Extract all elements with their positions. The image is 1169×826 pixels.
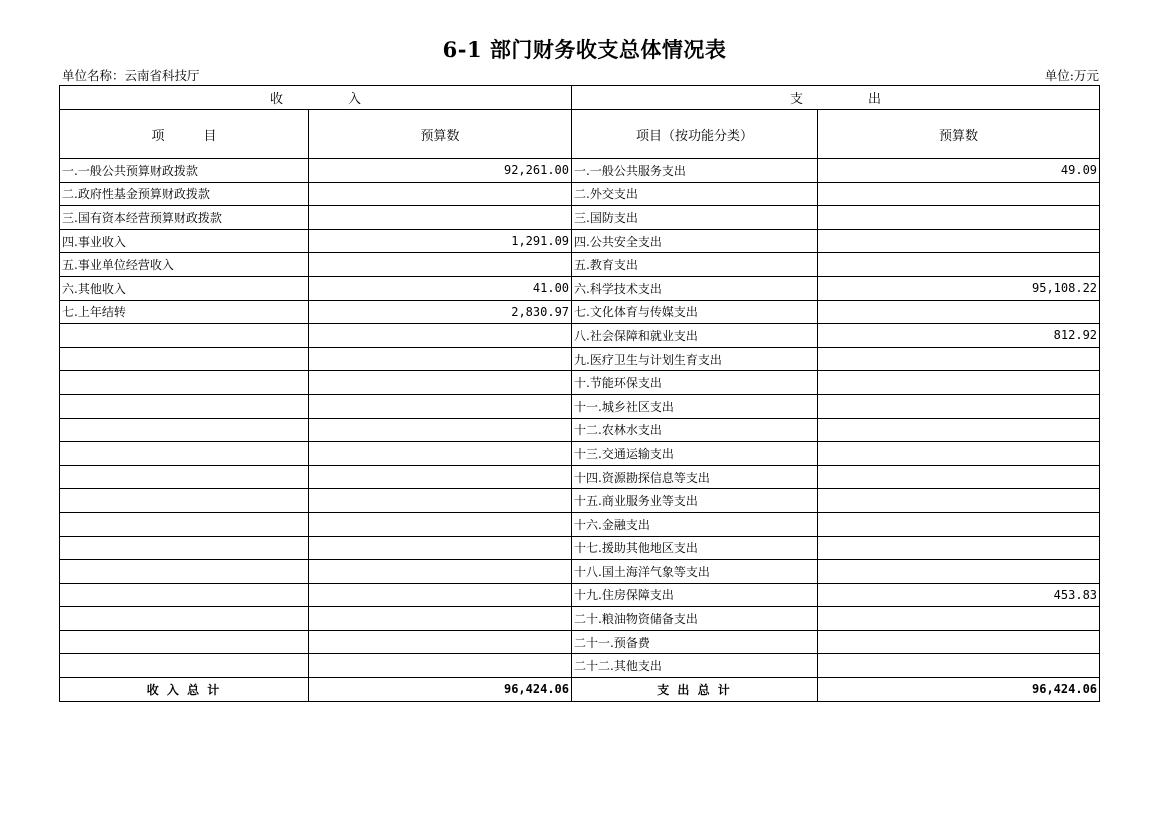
expense-amount-cell: [818, 536, 1100, 560]
income-amount-cell: [309, 206, 572, 230]
income-item-cell: [60, 654, 309, 678]
page-title: 6-1 部门财务收支总体情况表: [442, 37, 727, 62]
income-item-cell: [60, 371, 309, 395]
income-amount-cell: [309, 536, 572, 560]
expense-item-header: 项目（按功能分类）: [572, 110, 818, 159]
income-item-cell: [60, 442, 309, 466]
income-amount-cell: [309, 630, 572, 654]
income-item-cell: [60, 394, 309, 418]
income-budget-header: 预算数: [309, 110, 572, 159]
expense-item-cell: 二十.粮油物资储备支出: [572, 607, 818, 631]
income-item-cell: [60, 583, 309, 607]
income-amount-cell: [309, 394, 572, 418]
income-total-label: 收 入 总 计: [60, 678, 309, 702]
unit-label: 单位:万元: [1044, 68, 1099, 83]
expense-amount-cell: 453.83: [818, 583, 1100, 607]
table-row: [60, 229, 1100, 253]
table-row: [60, 418, 1100, 442]
total-row: [60, 678, 1100, 702]
expense-amount-cell: [818, 206, 1100, 230]
income-amount-cell: [309, 607, 572, 631]
income-item-cell: 二.政府性基金预算财政拨款: [60, 182, 309, 206]
table-row: [60, 394, 1100, 418]
expense-item-cell: 二十二.其他支出: [572, 654, 818, 678]
income-amount-cell: [309, 324, 572, 348]
income-amount-cell: [309, 465, 572, 489]
expense-item-cell: 十四.资源勘探信息等支出: [572, 465, 818, 489]
income-amount-cell: [309, 182, 572, 206]
expense-amount-cell: 95,108.22: [818, 276, 1100, 300]
expense-amount-cell: [818, 371, 1100, 395]
expense-item-cell: 九.医疗卫生与计划生育支出: [572, 347, 818, 371]
expense-budget-header: 预算数: [818, 110, 1100, 159]
income-item-cell: [60, 560, 309, 584]
expense-section-header: 支 出: [572, 86, 1100, 110]
expense-amount-cell: [818, 512, 1100, 536]
expense-amount-cell: [818, 394, 1100, 418]
income-item-cell: [60, 607, 309, 631]
income-amount-cell: [309, 489, 572, 513]
income-amount-cell: [309, 371, 572, 395]
expense-amount-cell: [818, 182, 1100, 206]
expense-amount-cell: [818, 607, 1100, 631]
table-row: [60, 489, 1100, 513]
income-amount-cell: [309, 418, 572, 442]
expense-item-cell: 四.公共安全支出: [572, 229, 818, 253]
income-item-cell: [60, 324, 309, 348]
table-row: [60, 182, 1100, 206]
expense-item-cell: 十二.农林水支出: [572, 418, 818, 442]
expense-amount-cell: [818, 300, 1100, 324]
table-row: [60, 583, 1100, 607]
expense-item-cell: 十.节能环保支出: [572, 371, 818, 395]
income-amount-cell: [309, 512, 572, 536]
expense-item-cell: 五.教育支出: [572, 253, 818, 277]
income-item-cell: [60, 489, 309, 513]
income-item-cell: [60, 418, 309, 442]
expense-item-cell: 十五.商业服务业等支出: [572, 489, 818, 513]
table-row: [60, 607, 1100, 631]
table-row: [60, 512, 1100, 536]
income-item-cell: [60, 630, 309, 654]
expense-total-label: 支 出 总 计: [572, 678, 818, 702]
expense-item-cell: 七.文化体育与传媒支出: [572, 300, 818, 324]
table-row: [60, 654, 1100, 678]
table-row: [60, 536, 1100, 560]
table-row: [60, 442, 1100, 466]
income-amount-cell: [309, 253, 572, 277]
income-item-cell: 四.事业收入: [60, 229, 309, 253]
table-row: [60, 630, 1100, 654]
expense-item-cell: 一.一般公共服务支出: [572, 159, 818, 183]
expense-amount-cell: [818, 418, 1100, 442]
table-row: [60, 371, 1100, 395]
expense-amount-cell: [818, 253, 1100, 277]
income-item-cell: [60, 536, 309, 560]
income-item-cell: 一.一般公共预算财政拨款: [60, 159, 309, 183]
income-total-amount: 96,424.06: [309, 678, 572, 702]
expense-amount-cell: [818, 560, 1100, 584]
table-row: [60, 253, 1100, 277]
finance-table: [59, 85, 1100, 702]
income-item-cell: [60, 347, 309, 371]
header-row-columns: [60, 110, 1100, 159]
income-item-cell: 七.上年结转: [60, 300, 309, 324]
expense-amount-cell: [818, 465, 1100, 489]
expense-item-cell: 十六.金融支出: [572, 512, 818, 536]
income-item-cell: [60, 465, 309, 489]
expense-amount-cell: 812.92: [818, 324, 1100, 348]
table-row: [60, 347, 1100, 371]
income-item-header: 项 目: [60, 110, 309, 159]
income-item-cell: 五.事业单位经营收入: [60, 253, 309, 277]
income-amount-cell: 2,830.97: [309, 300, 572, 324]
income-amount-cell: 41.00: [309, 276, 572, 300]
income-section-header: 收 入: [60, 86, 572, 110]
expense-item-cell: 六.科学技术支出: [572, 276, 818, 300]
expense-amount-cell: [818, 489, 1100, 513]
expense-item-cell: 十三.交通运输支出: [572, 442, 818, 466]
expense-amount-cell: [818, 442, 1100, 466]
expense-item-cell: 十九.住房保障支出: [572, 583, 818, 607]
table-row: [60, 560, 1100, 584]
expense-amount-cell: [818, 347, 1100, 371]
income-amount-cell: 92,261.00: [309, 159, 572, 183]
expense-item-cell: 八.社会保障和就业支出: [572, 324, 818, 348]
expense-item-cell: 二十一.预备费: [572, 630, 818, 654]
expense-amount-cell: 49.09: [818, 159, 1100, 183]
expense-item-cell: 十八.国土海洋气象等支出: [572, 560, 818, 584]
income-amount-cell: [309, 654, 572, 678]
income-item-cell: [60, 512, 309, 536]
table-row: [60, 276, 1100, 300]
expense-item-cell: 三.国防支出: [572, 206, 818, 230]
expense-item-cell: 十七.援助其他地区支出: [572, 536, 818, 560]
table-row: [60, 300, 1100, 324]
income-amount-cell: [309, 583, 572, 607]
income-item-cell: 六.其他收入: [60, 276, 309, 300]
header-row-sections: [60, 86, 1100, 110]
expense-amount-cell: [818, 229, 1100, 253]
income-item-cell: 三.国有资本经营预算财政拨款: [60, 206, 309, 230]
table-row: [60, 206, 1100, 230]
unit-name: 单位名称：云南省科技厅: [62, 68, 200, 83]
expense-amount-cell: [818, 654, 1100, 678]
income-amount-cell: [309, 560, 572, 584]
expense-total-amount: 96,424.06: [818, 678, 1100, 702]
expense-item-cell: 二.外交支出: [572, 182, 818, 206]
income-amount-cell: 1,291.09: [309, 229, 572, 253]
income-amount-cell: [309, 442, 572, 466]
expense-item-cell: 十一.城乡社区支出: [572, 394, 818, 418]
table-row: [60, 465, 1100, 489]
table-row: [60, 324, 1100, 348]
expense-amount-cell: [818, 630, 1100, 654]
income-amount-cell: [309, 347, 572, 371]
table-row: [60, 159, 1100, 183]
